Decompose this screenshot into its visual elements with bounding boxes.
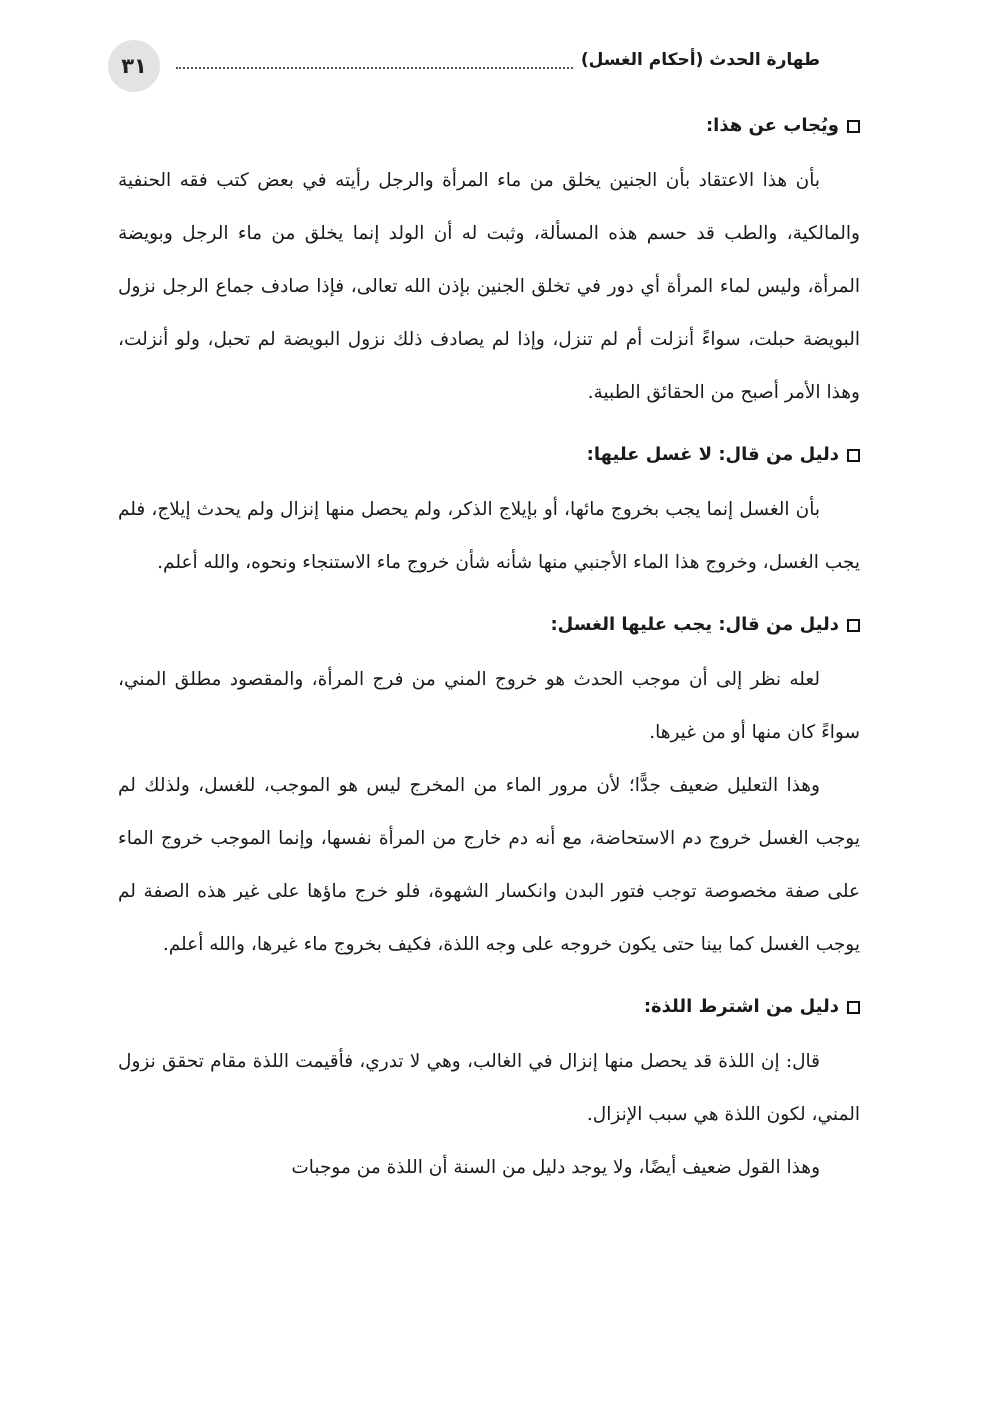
section-heading-text: دليل من اشترط اللذة:	[643, 996, 839, 1017]
section-heading	[118, 993, 860, 1021]
checkbox-square-icon	[847, 449, 860, 462]
section-heading	[118, 611, 860, 639]
section-heading-text: دليل من قال: لا غسل عليها:	[586, 444, 839, 465]
body-paragraph: قال: إن اللذة قد يحصل منها إنزال في الغالب، وهي لا تدري، فأقيمت اللذة مقام تحقق نزول المني، لكون اللذة هي سبب الإنزال.	[118, 1051, 860, 1125]
section-heading	[118, 112, 860, 140]
body-paragraph: لعله نظر إلى أن موجب الحدث هو خروج المني من فرج المرأة، والمقصود مطلق المني، سواءً كان منها أو من غيرها.	[118, 669, 860, 743]
page	[118, 40, 860, 1194]
section-heading-text: دليل من قال: يجب عليها الغسل:	[550, 614, 839, 635]
checkbox-square-icon	[847, 619, 860, 632]
section-heading-text: ويُجاب عن هذا:	[705, 115, 839, 136]
body-paragraph: وهذا القول ضعيف أيضًا، ولا يوجد دليل من السنة أن اللذة من موجبات	[291, 1157, 820, 1178]
running-title: طهارة الحدث (أحكام الغسل)	[575, 50, 820, 70]
page-header	[118, 40, 860, 98]
section-heading	[118, 441, 860, 469]
body-paragraph: بأن الغسل إنما يجب بخروج مائها، أو بإيلاج الذكر، ولم يحصل منها إنزال ولم يحدث إيلاج، فلم يجب الغسل، وخروج هذا الماء الأجنبي منها شأنه شأن خروج ماء الاستنجاء ونحوه، والله أعلم.	[118, 499, 860, 573]
checkbox-square-icon	[847, 120, 860, 133]
body-paragraph: بأن هذا الاعتقاد بأن الجنين يخلق من ماء المرأة والرجل رأيته في بعض كتب فقه الحنفية والمالكية، والطب قد حسم هذه المسألة، وثبت له أن الولد إنما يخلق من ماء الرجل وبويضة المرأة، وليس لماء المرأة أي دور في تخلق الجنين بإذن الله تعالى، فإذا صادف جماع الرجل نزول البويضة حبلت، سواءً أنزلت أم لم تنزل، وإذا لم يصادف ذلك نزول البويضة لم تحبل، ولو أنزلت، وهذا الأمر أصبح من الحقائق الطبية.	[118, 170, 860, 403]
body-paragraph: وهذا التعليل ضعيف جدًّا؛ لأن مرور الماء من المخرج ليس هو الموجب، للغسل، ولذلك لم يوجب الغسل خروج دم الاستحاضة، مع أنه دم خارج من المرأة نفسها، وإنما الموجب خروج الماء على صفة مخصوصة توجب فتور البدن وانكسار الشهوة، فلو خرج ماؤها على غير هذه الصفة لم يوجب الغسل كما بينا حتى يكون خروجه على وجه اللذة، فكيف بخروج ماء غيرها، والله أعلم.	[118, 775, 860, 955]
page-number-badge: ٣١	[108, 40, 160, 92]
checkbox-square-icon	[847, 1001, 860, 1014]
